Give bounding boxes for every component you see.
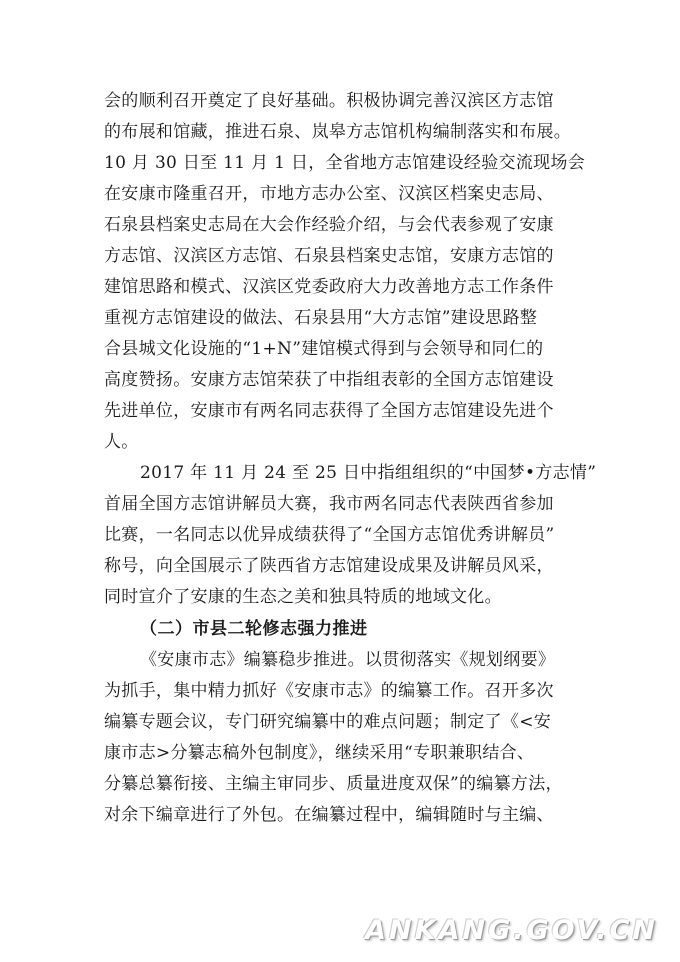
paragraph-start-line: 《安康市志》编纂稳步推进。以贯彻落实《规划纲要》 [140,650,556,670]
body-line-5: 石泉县档案史志局在大会作经验介绍，与会代表参观了安康 [104,215,554,235]
paragraph-start-line: 2017 年 11 月 24 至 25 日中指组组织的“中国梦•方志情” [140,463,597,483]
body-line-8: 重视方志馆建设的做法、石泉县用“大方志馆”建设思路整 [104,308,538,328]
body-line-23: 分纂总纂衔接、主编主审同步、质量进度双保”的编纂方法， [104,774,563,794]
body-line-4: 在安康市隆重召开，市地方志办公室、汉滨区档案史志局、 [104,184,554,204]
body-line-2: 的布展和馆藏，推进石泉、岚皋方志馆机构编制落实和布展。 [104,122,572,142]
body-line-7: 建馆思路和模式、汉滨区党委政府大力改善地方志工作条件 [104,277,554,297]
body-line-24: 对余下编章进行了外包。在编纂过程中，编辑随时与主编、 [104,805,554,825]
body-line-10: 高度赞扬。安康方志馆荣获了中指组表彰的全国方志馆建设 [104,370,554,390]
body-line-20: 为抓手，集中精力抓好《安康市志》的编纂工作。召开多次 [104,681,554,701]
body-line-17: 同时宣介了安康的生态之美和独具特质的地域文化。 [104,587,502,607]
body-line-15: 比赛，一名同志以优异成绩获得了“全国方志馆优秀讲解员” [104,525,555,545]
body-line-11: 先进单位，安康市有两名同志获得了全国方志馆建设先进个 [104,401,554,421]
body-line-16: 称号，向全国展示了陕西省方志馆建设成果及讲解员风采， [104,556,554,576]
body-line-14: 首届全国方志馆讲解员大赛，我市两名同志代表陕西省参加 [104,494,554,514]
section-heading: （二）市县二轮修志强力推进 [140,619,368,639]
body-line-1: 会的顺利召开奠定了良好基础。积极协调完善汉滨区方志馆 [104,91,554,111]
body-line-21: 编纂专题会议，专门研究编纂中的难点问题；制定了《<安 [104,712,552,732]
body-line-6: 方志馆、汉滨区方志馆、石泉县档案史志馆，安康方志馆的 [104,246,554,266]
body-line-3: 10 月 30 日至 11 月 1 日，全省地方志馆建设经验交流现场会 [104,153,586,173]
body-line-22: 康市志>分纂志稿外包制度》，继续采用“专职兼职结合、 [104,743,535,763]
body-line-12: 人。 [104,432,139,452]
site-watermark: ANKANG.GOV.CN [365,915,658,946]
body-line-9: 合县城文化设施的“1+N”建馆模式得到与会领导和同仁的 [104,339,544,359]
